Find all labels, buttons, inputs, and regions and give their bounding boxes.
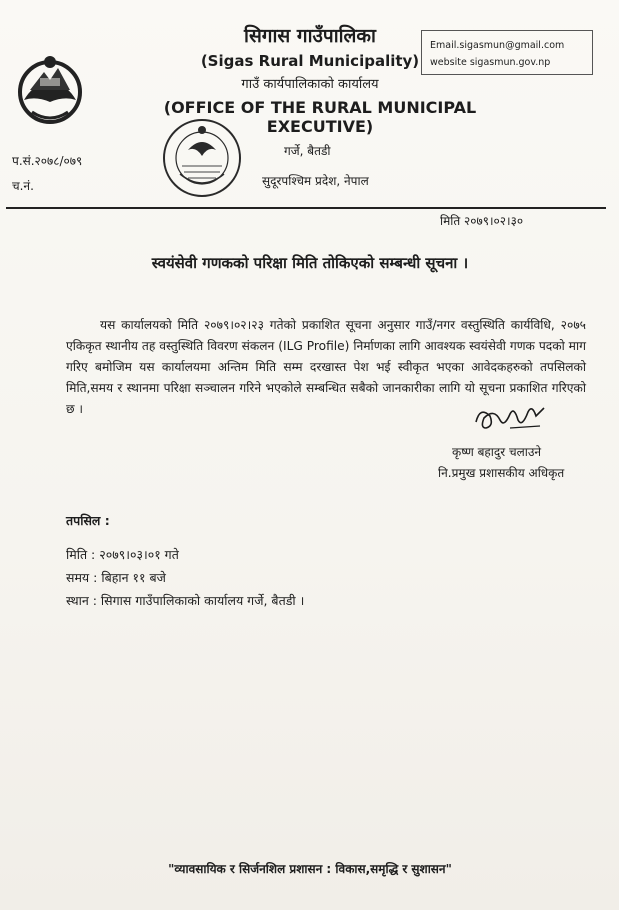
office-stamp-icon (160, 116, 244, 200)
office-sub-np: गाउँ कार्यपालिकाको कार्यालय (241, 77, 379, 92)
reference-number: प.सं.२०७८/०७९ (12, 154, 83, 168)
email-text: Email.sigasmun@gmail.com (430, 40, 565, 51)
signature-icon (470, 398, 550, 438)
exam-date: मिति : २०७९।०३।०१ गते (66, 547, 179, 562)
footer-motto: "व्यावसायिक र सिर्जनशिल प्रशासन : विकास,समृद्धि र सुशासन" (168, 862, 452, 876)
exam-time: समय : बिहान ११ बजे (66, 570, 166, 585)
nepal-emblem-icon (10, 50, 90, 130)
letter-date: मिति २०७९।०२।३० (440, 214, 524, 228)
notice-subject: स्वयंसेवी गणकको परिक्षा मिति तोकिएको सम्बन्धी सूचना । (151, 254, 469, 272)
website-text: website sigasmun.gov.np (430, 57, 551, 68)
office-name-np: सिगास गाउँपालिका (244, 25, 376, 47)
exam-place: स्थान : सिगास गाउँपालिकाको कार्यालय गर्जे, बैतडी । (66, 593, 305, 608)
notice-body: यस कार्यालयको मिति २०७९।०२।२३ गतेको प्रकाशित सूचना अनुसार गाउँ/नगर वस्तुस्थिति कार्यविधि, २०७५ एकिकृत स्थानीय तह वस्तुस्थिति विवरण संकलन (ILG Profile) निर्माणका लागि आवश्यक स्वयंसेवी गणक पदको माग गरिए बमोजिम यस कार्यालयमा अन्तिम मिति सम्म दरखास्त पेश भई स्वीकृत भएका आवेदकहरुको तपसिलको मिति,समय र स्थानमा परिक्षा सञ्चालन गरिने भएकोले सम्बन्धित सबैको जानकारीका लागि यो सूचना प्रकाशित गरिएको छ । (66, 318, 586, 416)
address-line-1: गर्जे, बैतडी (284, 144, 331, 158)
contact-box (421, 30, 593, 75)
address-line-2: सुदूरपश्चिम प्रदेश, नेपाल (262, 174, 369, 188)
signatory-title: नि.प्रमुख प्रशासकीय अधिकृत (438, 466, 565, 480)
details-heading: तपसिल : (66, 513, 110, 528)
header-divider (6, 207, 606, 209)
dispatch-number: च.नं. (12, 179, 34, 193)
office-sub-en: (OFFICE OF THE RURAL MUNICIPAL EXECUTIVE) (163, 98, 477, 136)
office-name-en: (Sigas Rural Municipality) (200, 52, 420, 70)
signatory-name: कृष्ण बहादुर चलाउने (452, 445, 542, 459)
